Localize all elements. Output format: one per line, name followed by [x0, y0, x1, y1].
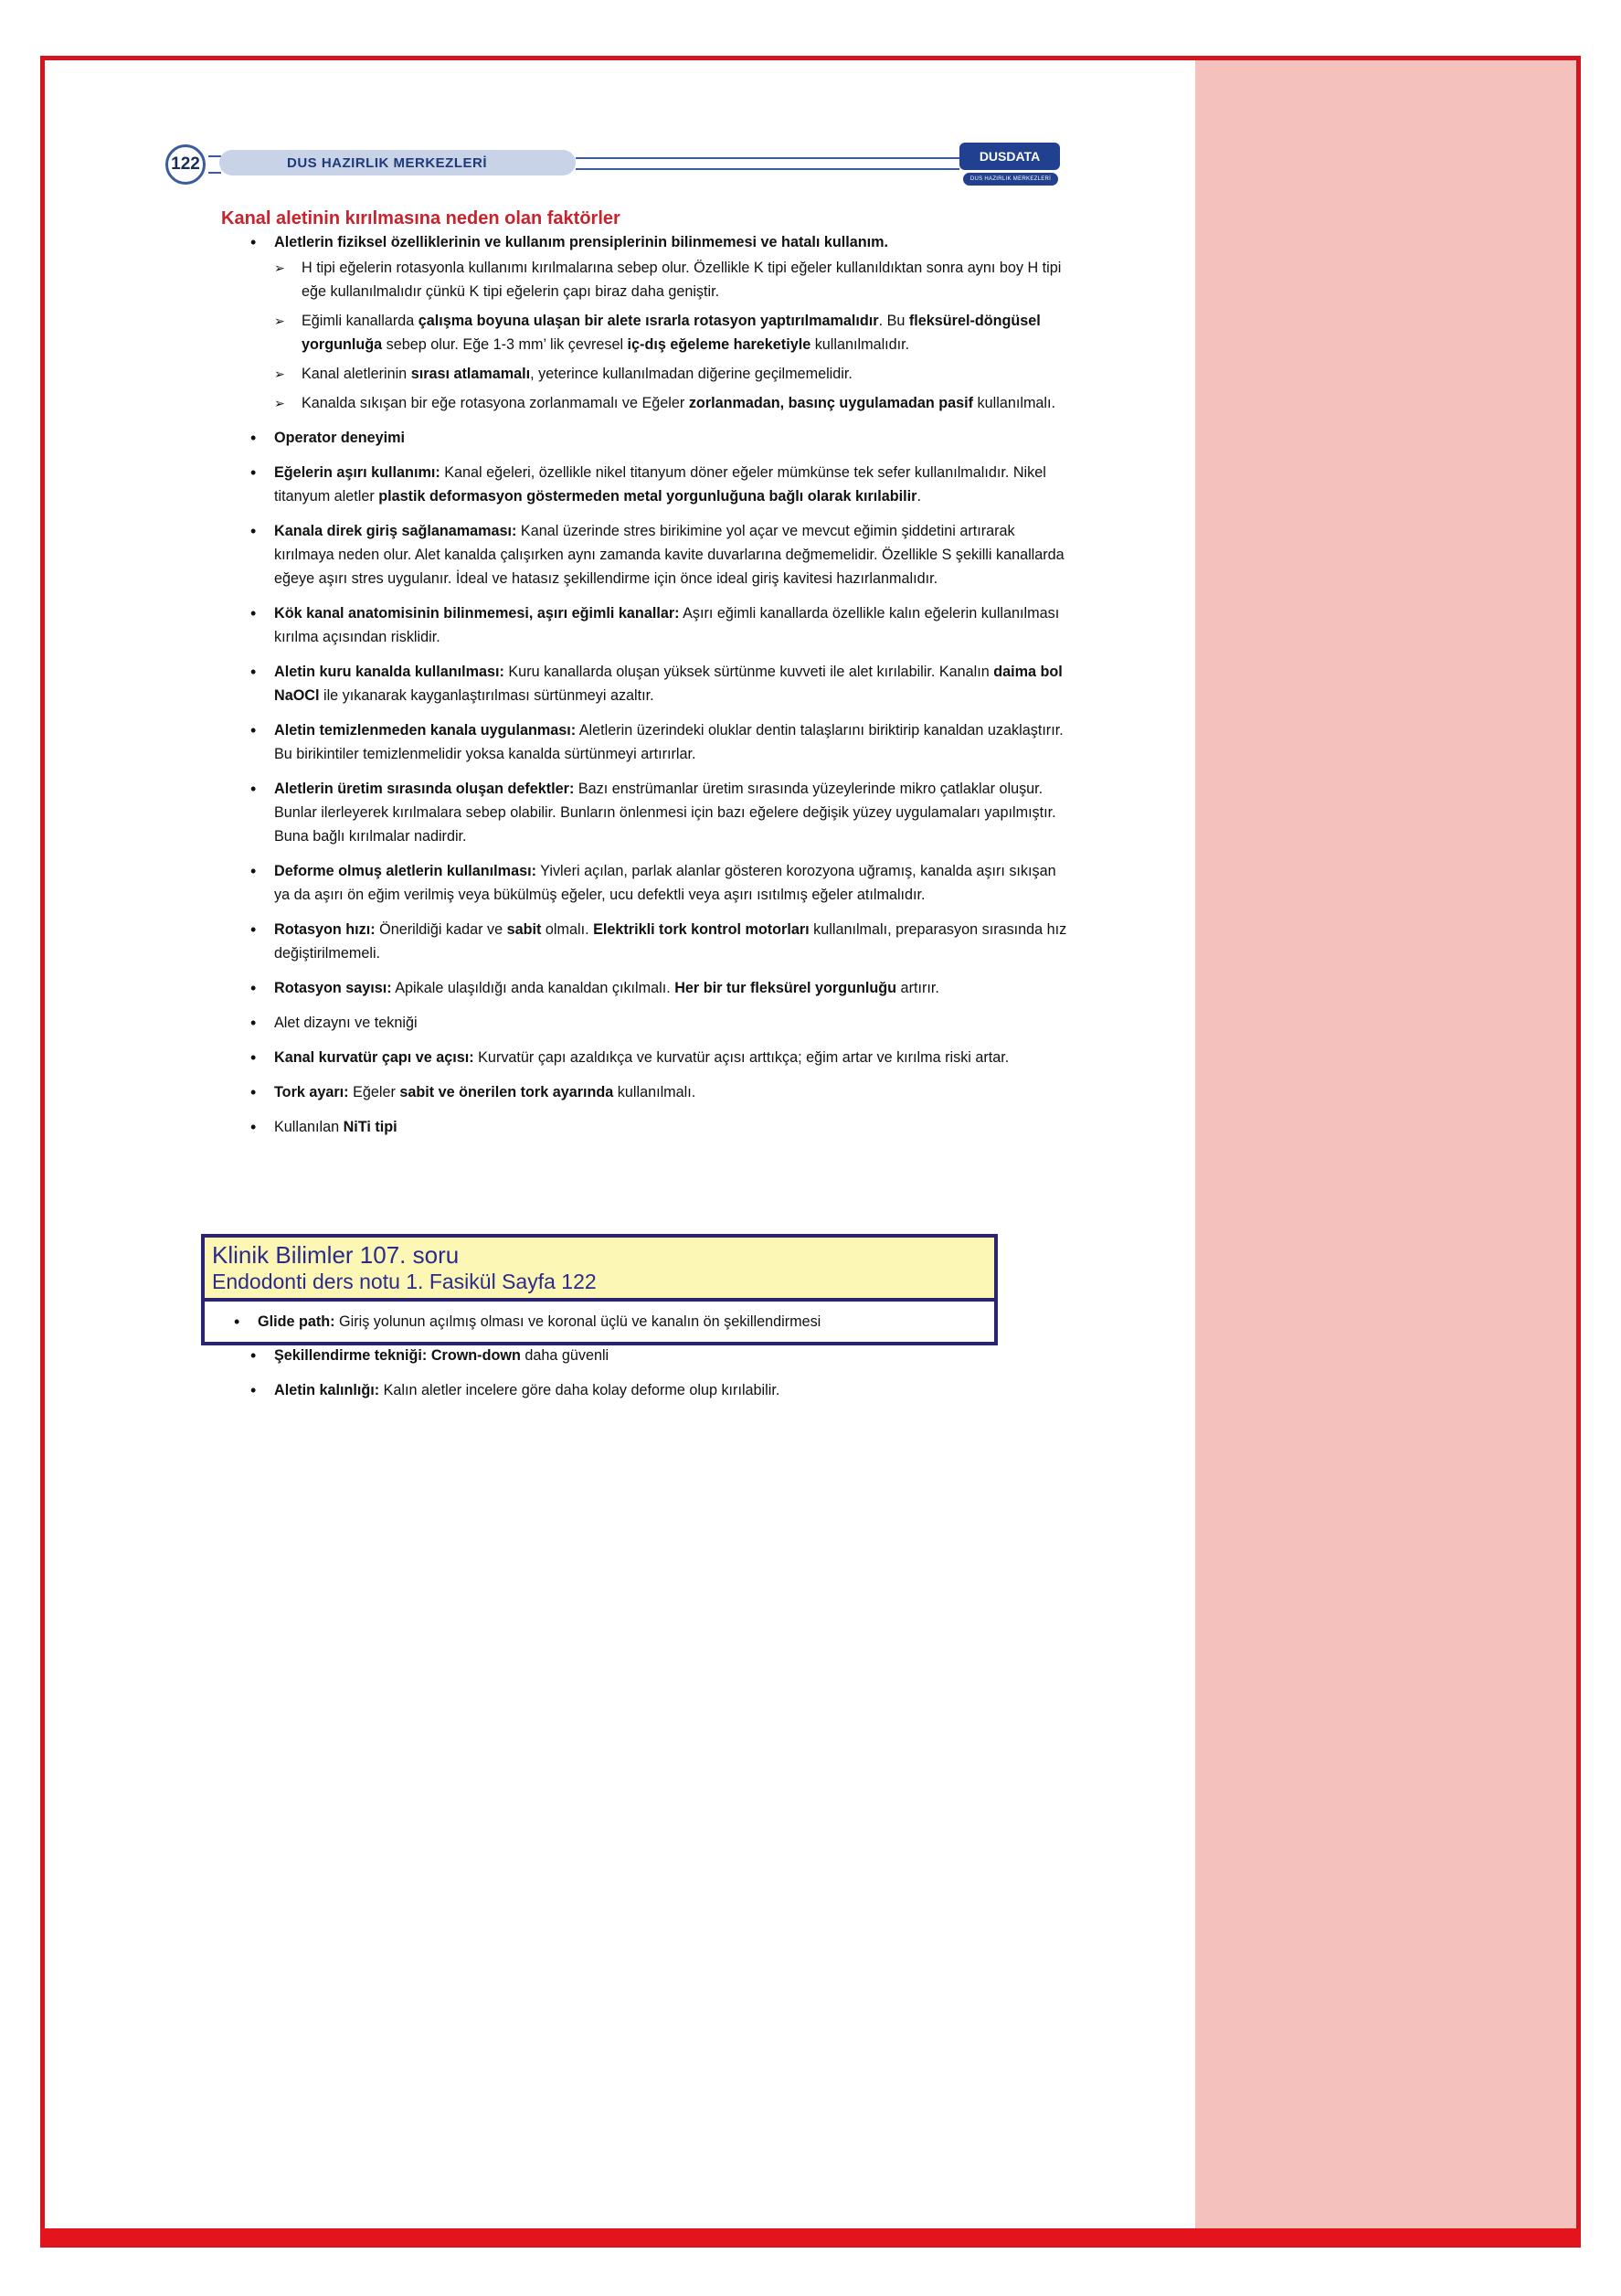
- dusdata-logo: [959, 143, 1067, 188]
- page-header: [163, 143, 1067, 188]
- sub-list-item: ➢ Eğimli kanallarda çalışma boyuna ulaşan bir alete ısrarla rotasyon yaptırılmamalıdır. Bu fleksürel-döngüsel yorgunluğa sebep olur. Eğe 1-3 mm’ lik çevresel iç-dış eğeleme hareketiyle kullanılmalıdır.: [274, 309, 1071, 356]
- list-item: • Operator deneyimi: [221, 426, 1071, 450]
- list-item: • Aletin kuru kanalda kullanılması: Kuru kanallarda oluşan yüksek sürtünme kuvveti ile alet kırılabilir. Kanalın daima bol NaOCl ile yıkanarak kayganlaştırılması sürtünmeyi azaltır.: [221, 660, 1071, 707]
- page-content: [221, 207, 1071, 1150]
- note-subtitle: Endodonti ders notu 1. Fasikül Sayfa 122: [212, 1270, 597, 1293]
- note-body: • Glide path: Giriş yolunun açılmış olması ve koronal üçlü ve kanalın ön şekillendirmesi: [205, 1302, 994, 1342]
- list-item: • Deforme olmuş aletlerin kullanılması: Yivleri açılan, parlak alanlar gösteren korozyona uğramış, kanalda aşırı sıkışan ya da aşırı ön eğim verilmiş veya bükülmüş eğeler, ucu defektli veya aşırı ısıtılmış eğeler atılmalıdır.: [221, 859, 1071, 907]
- bottom-bar: [40, 2228, 1581, 2247]
- sub-list-item: ➢ H tipi eğelerin rotasyonla kullanımı kırılmalarına sebep olur. Özellikle K tipi eğeler kullanıldıktan sonra aynı boy H tipi eğe kullanılmalıdır çünkü K tipi eğelerin çapı biraz daha geniştir.: [274, 256, 1071, 303]
- sub-list: [274, 256, 1071, 415]
- list-item: • Kanala direk giriş sağlanamaması: Kanal üzerinde stres birikimine yol açar ve mevcut eğimin şiddetini artırarak kırılmaya neden olur. Alet kanalda çalışırken aynı zamanda kavite duvarlarına değmemelidir. Özellikle S şekilli kanallarda eğeye aşırı stres uygulanır. İdeal ve hatasız şekillendirme için önce ideal giriş kavitesi hazırlanmalıdır.: [221, 519, 1071, 590]
- list-item: • Tork ayarı: Eğeler sabit ve önerilen tork ayarında kullanılmalı.: [221, 1080, 1071, 1104]
- list-item: • Alet dizaynı ve tekniği: [221, 1011, 1071, 1035]
- page-number: 122: [165, 144, 206, 185]
- exam-reference-note: [201, 1234, 998, 1345]
- header-rule: [576, 157, 959, 170]
- note-header: [205, 1238, 994, 1302]
- logo-sub: DUS HAZIRLIK MERKEZLERİ: [963, 173, 1058, 186]
- factor-list: [221, 230, 1071, 1139]
- list-item: • Rotasyon sayısı: Apikale ulaşıldığı anda kanaldan çıkılmalı. Her bir tur fleksürel yorgunluğu artırır.: [221, 976, 1071, 1000]
- list-item: • Aletlerin üretim sırasında oluşan defektler: Bazı enstrümanlar üretim sırasında yüzeylerinde mikro çatlaklar oluşur. Bunlar ilerleyerek kırılmalara sebep olabilir. Bunların önlenmesi için bazı eğelere değişik yüzey uygulamaları yapılmıştır. Buna bağlı kırılmalar nadirdir.: [221, 777, 1071, 848]
- list-item: • Aletlerin fiziksel özelliklerinin ve kullanım prensiplerinin bilinmemesi ve hatalı kullanım. ➢ H tipi eğelerin rotasyonla kullanımı kırılmalarına sebep olur. Özellikle K tipi eğeler kullanıldıktan sonra aynı boy H tipi eğe kullanılmalıdır çünkü K tipi eğelerin çapı biraz daha geniştir. ➢ Eğimli kanallarda çalışma boyuna ulaşan bir alete ısrarla rotasyon yaptırılmamalıdır. Bu fleksürel-döngüsel yorgunluğa sebep olur. Eğe 1-3 mm’ lik çevresel iç-dış eğeleme hareketiyle kullanılmalıdır. ➢ Kanal aletlerinin sırası atlamamalı, yeterince kullanılmadan diğerine geçilmemelidir. ➢ Kanalda sıkışan bir eğe rotasyona zorlanmamalı ve Eğeler zorlanmadan, basınç uygulamadan pasif kullanılmalı.: [221, 230, 1071, 415]
- list-item: • Kullanılan NiTi tipi: [221, 1115, 1071, 1139]
- list-item: • Şekillendirme tekniği: Crown-down daha güvenli: [221, 1344, 1071, 1367]
- sub-list-item: ➢ Kanal aletlerinin sırası atlamamalı, yeterince kullanılmadan diğerine geçilmemelidir.: [274, 362, 1071, 386]
- list-item: • Kanal kurvatür çapı ve açısı: Kurvatür çapı azaldıkça ve kurvatür açısı arttıkça; eğim artar ve kırılma riski artar.: [221, 1046, 1071, 1069]
- list-item: • Rotasyon hızı: Önerildiği kadar ve sabit olmalı. Elektrikli tork kontrol motorları kullanılmalı, preparasyon sırasında hız değiştirilmemeli.: [221, 918, 1071, 965]
- list-item: • Eğelerin aşırı kullanımı: Kanal eğeleri, özellikle nikel titanyum döner eğeler mümkünse tek sefer kullanılmalıdır. Nikel titanyum aletler plastik deformasyon göstermeden metal yorgunluğuna bağlı olarak kırılabilir.: [221, 461, 1071, 508]
- logo-main: DUSDATA: [959, 143, 1060, 170]
- section-title: Kanal aletinin kırılmasına neden olan faktörler: [221, 208, 620, 229]
- factor-list-continued: [221, 1344, 1071, 1402]
- list-item: • Aletin kalınlığı: Kalın aletler incelere göre daha kolay deforme olup kırılabilir.: [221, 1378, 1071, 1402]
- note-title: Klinik Bilimler 107. soru: [212, 1241, 460, 1269]
- publisher-label: DUS HAZIRLIK MERKEZLERİ: [219, 150, 576, 175]
- page-content-continued: [221, 1344, 1071, 1413]
- list-item: • Aletin temizlenmeden kanala uygulanması: Aletlerin üzerindeki oluklar dentin talaşlarını biriktirip kanaldan uzaklaştırır. Bu birikintiler temizlenmelidir yoksa kanalda sürtünmeyi artırırlar.: [221, 718, 1071, 766]
- list-item: • Kök kanal anatomisinin bilinmemesi, aşırı eğimli kanallar: Aşırı eğimli kanallarda özellikle kalın eğelerin kullanılması kırılma açısından risklidir.: [221, 601, 1071, 649]
- sub-list-item: ➢ Kanalda sıkışan bir eğe rotasyona zorlanmamalı ve Eğeler zorlanmadan, basınç uygulamadan pasif kullanılmalı.: [274, 391, 1071, 415]
